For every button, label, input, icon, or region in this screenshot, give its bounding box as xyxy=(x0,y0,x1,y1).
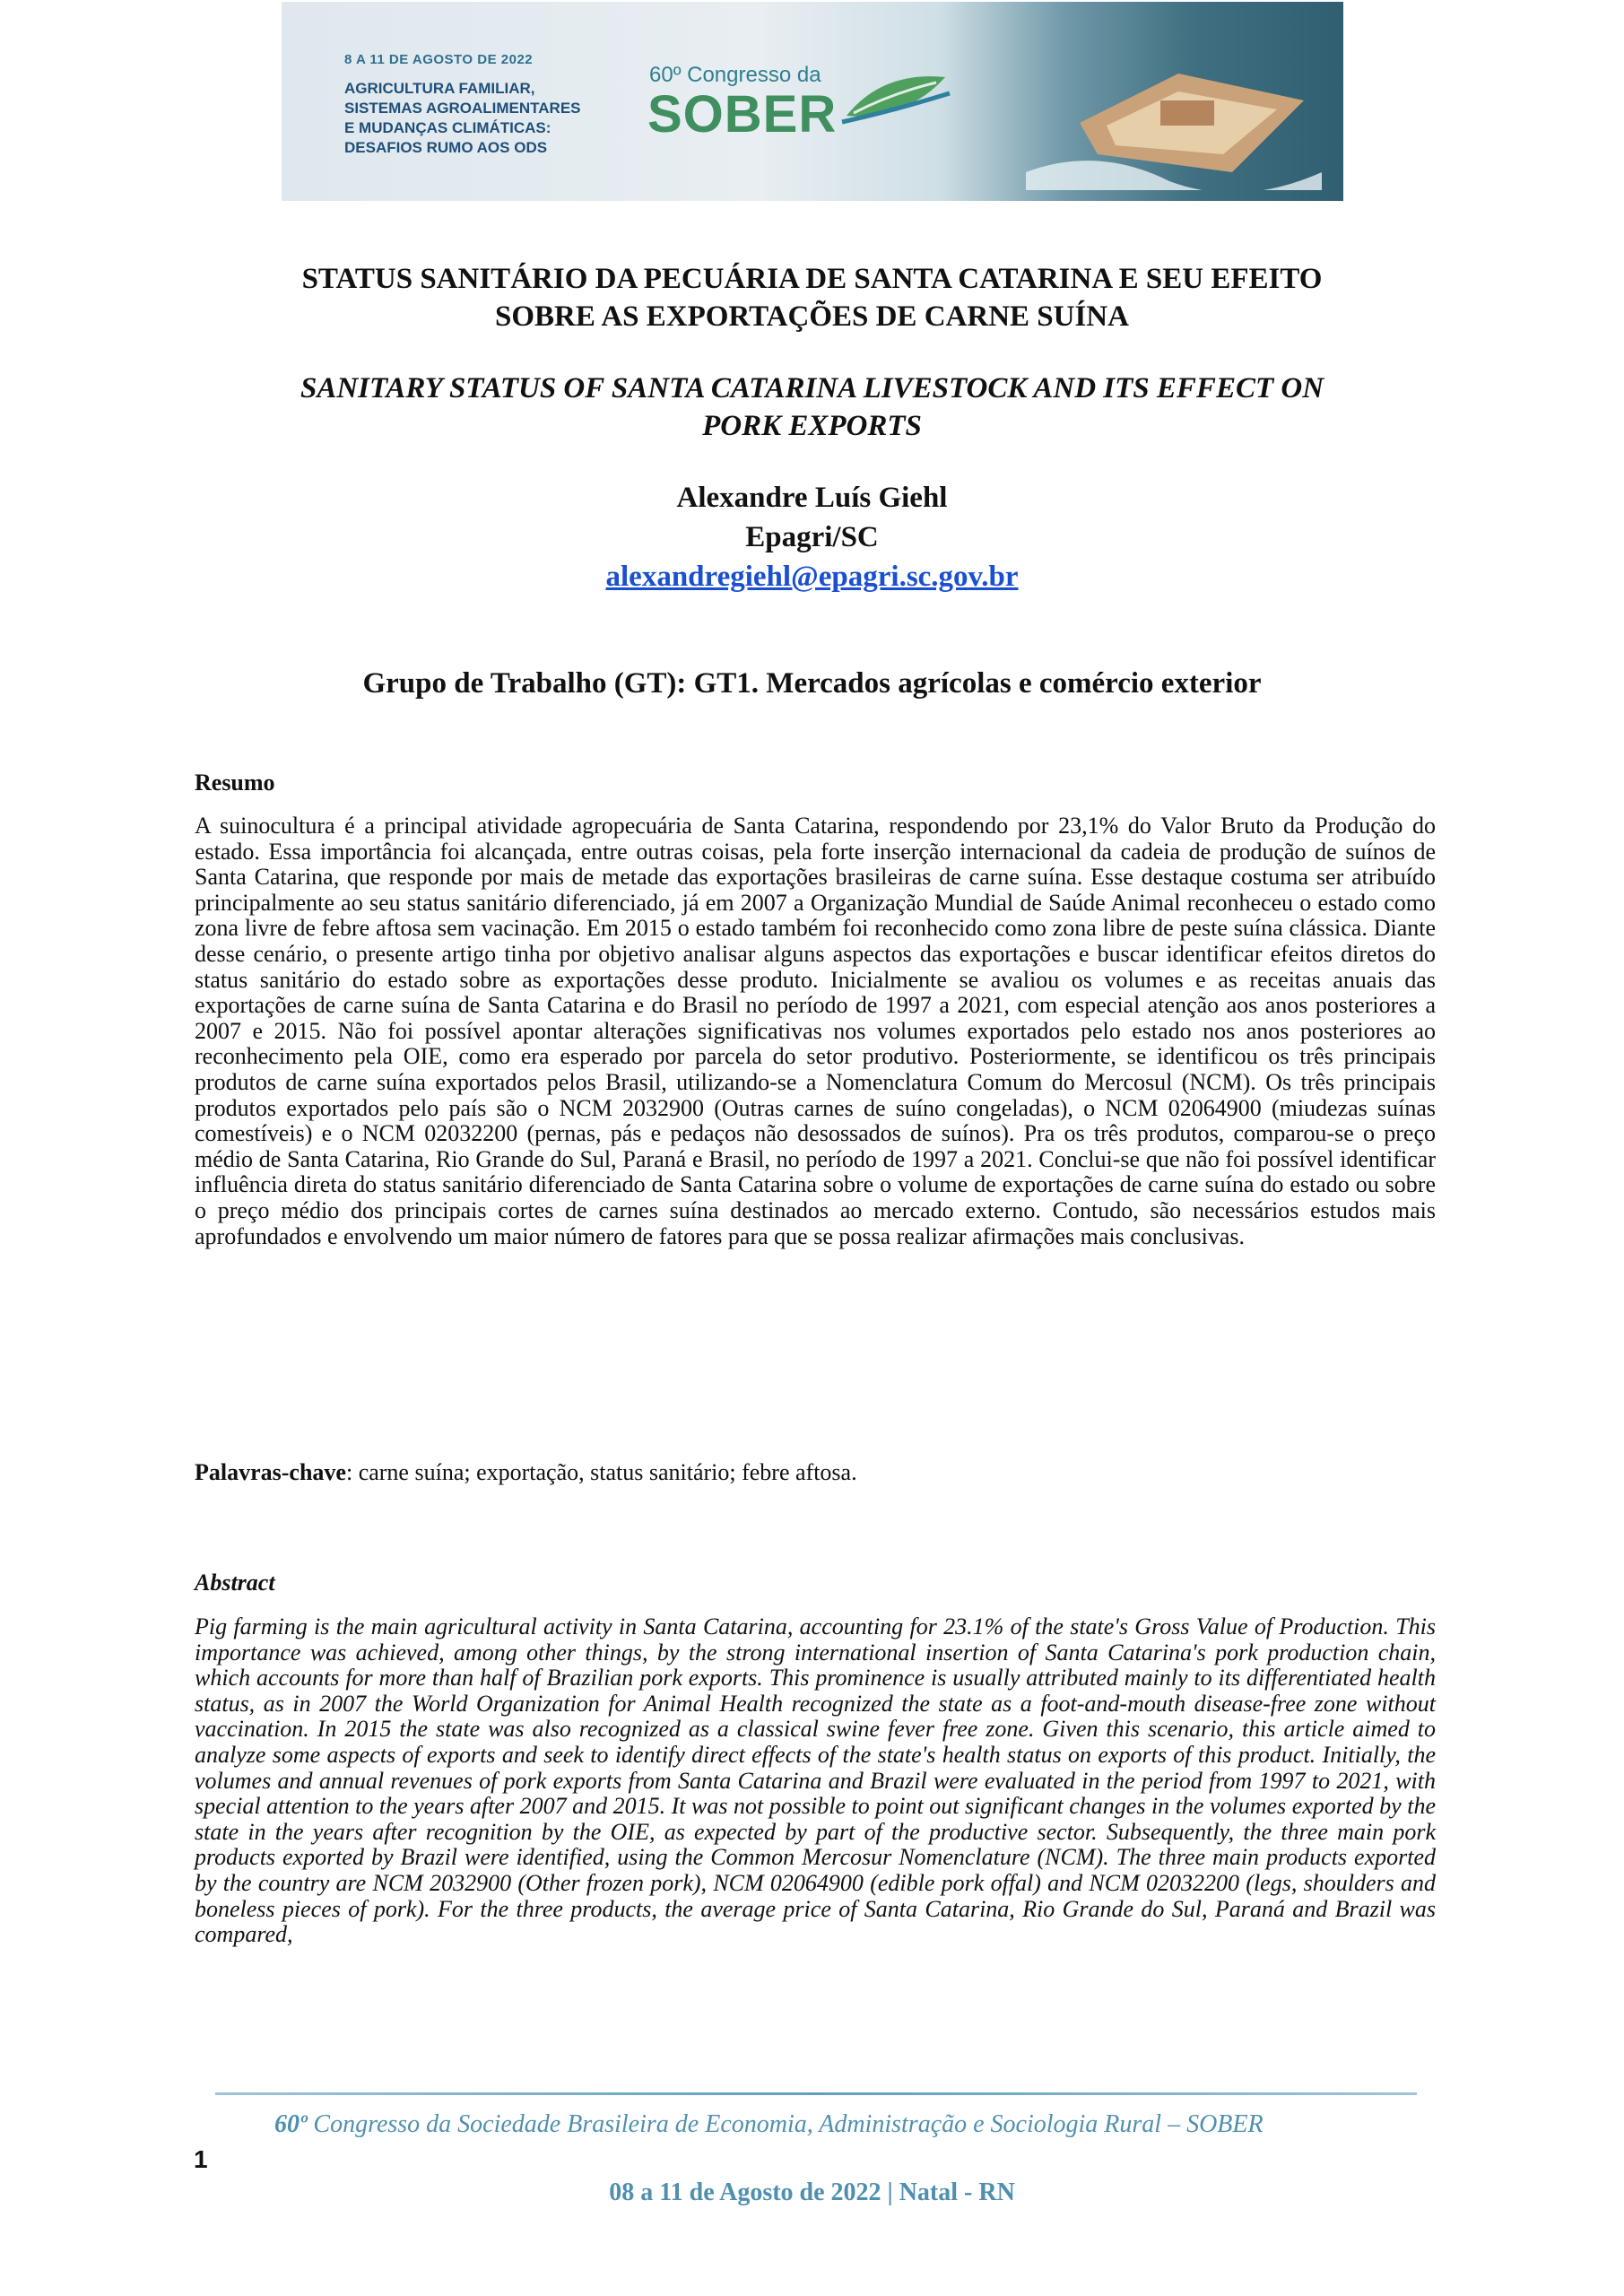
author-name: Alexandre Luís Giehl xyxy=(676,482,948,514)
banner-congress: 60º Congresso da xyxy=(649,63,821,87)
resumo-text: A suinocultura é a principal atividade agropecuária de Santa Catarina, respondendo por 23,1% do Valor Bruto da Produção do estado. Essa importância foi alcançada, entre outras coisas, pela forte inserção internacional da cadeia de produção de suínos de Santa Catarina, que responde por mais de metade das exportações brasileiras de carne suína. Esse destaque costuma ser atribuído principalmente ao seu status sanitário diferenciado, já em 2007 a Organização Mundial de Saúde Animal reconheceu o estado como zona livre de febre aftosa sem vacinação. Em 2015 o estado também foi reconhecido como zona libre de peste suína clássica. Diante desse cenário, o presente artigo tinha por objetivo analisar alguns aspectos das exportações e buscar identificar efeitos diretos do status sanitário do estado sobre as exportações desse produto. Inicialmente se avaliou os volumes e as receitas anuais das exportações de carne suína de Santa Catarina e do Brasil no período de 1997 a 2021, com especial atenção aos anos posteriores a 2007 e 2015. Não foi possível apontar alterações significativas nos volumes exportados pelo estado nos anos posteriores ao reconhecimento pela OIE, como era esperado por parcela do setor produtivo. Posteriormente, se identificou os três principais produtos de carne suína exportados pelos Brasil, utilizando-se a Nomenclatura Comum do Mercosul (NCM). Os três principais produtos exportados pelo país são o NCM 2032900 (Outras carnes de suíno congeladas), o NCM 02064900 (miudezas suínas comestíveis) e o NCM 02032200 (pernas, pás e pedaços não desossados de suínos). Pra os três produtos, comparou-se o preço médio de Santa Catarina, Rio Grande do Sul, Paraná e Brasil, no período de 1997 a 2021. Conclui-se que não foi possível identificar influência direta do status sanitário diferenciado de Santa Catarina sobre o volume de exportações de carne suína do estado ou sobre o preço médio dos principais cortes de carnes suína destinados ao mercado externo. Contudo, são necessários estudos mais aprofundados e envolvendo um maior número de fatores para que se possa realizar afirmações mais conclusivas. xyxy=(195,813,1436,1249)
footer-divider xyxy=(215,2092,1417,2095)
keywords xyxy=(195,1460,1436,1486)
abstract-text: Pig farming is the main agricultural activity in Santa Catarina, accounting for 23.1% of the state's Gross Value of Production. This importance was achieved, among other things, by the strong international insertion of Santa Catarina's pork production chain, which accounts for more than half of Brazilian pork exports. This prominence is usually attributed mainly to its differentiated health status, as in 2007 the World Organization for Animal Health recognized the state as a foot-and-mouth disease-free zone without vaccination. In 2015 the state was also recognized as a classical swine fever free zone. Given this scenario, this article aimed to analyze some aspects of exports and seek to identify direct effects of the state's health status on exports of this product. Initially, the volumes and annual revenues of pork exports from Santa Catarina and Brazil were evaluated in the period from 1997 to 2021, with special attention to the years after 2007 and 2015. It was not possible to point out significant changes in the volumes exported by the state in the years after recognition by the OIE, as expected by part of the productive sector. Subsequently, the three main pork products exported by Brazil were identified, using the Common Mercosur Nomenclature (NCM). The three main products exported by the country are NCM 2032900 (Other frozen pork), NCM 02064900 (edible pork offal) and NCM 02032200 (legs, shoulders and boneless pieces of pork). For the three products, the average price of Santa Catarina, Rio Grande do Sul, Paraná and Brazil was compared, xyxy=(195,1613,1436,1948)
page-number: 1 xyxy=(194,2145,208,2173)
abstract-heading: Abstract xyxy=(195,1570,275,1596)
banner-theme-line: AGRICULTURA FAMILIAR, xyxy=(344,80,535,97)
paper-title-english-line: PORK EXPORTS xyxy=(702,410,922,442)
paper-title-english xyxy=(0,370,1624,445)
footer-date: 08 a 11 de Agosto de 2022 | Natal - RN xyxy=(609,2179,1015,2206)
banner-theme xyxy=(344,79,667,158)
footer-conference xyxy=(274,2110,1264,2139)
resumo-heading: Resumo xyxy=(195,770,275,796)
keywords-text: : carne suína; exportação, status sanitário; febre aftosa. xyxy=(345,1459,857,1485)
fort-photo-icon xyxy=(1026,38,1322,190)
leaf-logo-icon xyxy=(838,66,954,129)
working-group: Grupo de Trabalho (GT): GT1. Mercados agrícolas e comércio exterior xyxy=(362,667,1262,700)
paper-title-english-line: SANITARY STATUS OF SANTA CATARINA LIVESTOCK AND ITS EFFECT ON xyxy=(300,372,1324,404)
banner-dates: 8 A 11 DE AGOSTO DE 2022 xyxy=(344,52,534,67)
footer-conference-text: Congresso da Sociedade Brasileira de Economia, Administração e Sociologia Rural – SOBER xyxy=(307,2110,1264,2138)
banner-theme-line: SISTEMAS AGROALIMENTARES xyxy=(344,100,581,117)
keywords-label: Palavras-chave xyxy=(195,1459,346,1485)
author-email-link[interactable]: alexandregiehl@epagri.sc.gov.br xyxy=(605,561,1019,593)
footer-conference-number: 60º xyxy=(274,2110,308,2138)
banner-theme-line: DESAFIOS RUMO AOS ODS xyxy=(344,139,548,156)
author-institution: Epagri/SC xyxy=(745,521,879,553)
paper-title-line: SOBRE AS EXPORTAÇÕES DE CARNE SUÍNA xyxy=(495,300,1129,333)
paper-title xyxy=(0,260,1624,335)
paper-title-line: STATUS SANITÁRIO DA PECUÁRIA DE SANTA CATARINA E SEU EFEITO xyxy=(301,263,1323,295)
conference-banner xyxy=(282,2,1343,201)
banner-theme-line: E MUDANÇAS CLIMÁTICAS: xyxy=(344,119,551,136)
banner-sober-logo: SOBER xyxy=(647,85,838,144)
